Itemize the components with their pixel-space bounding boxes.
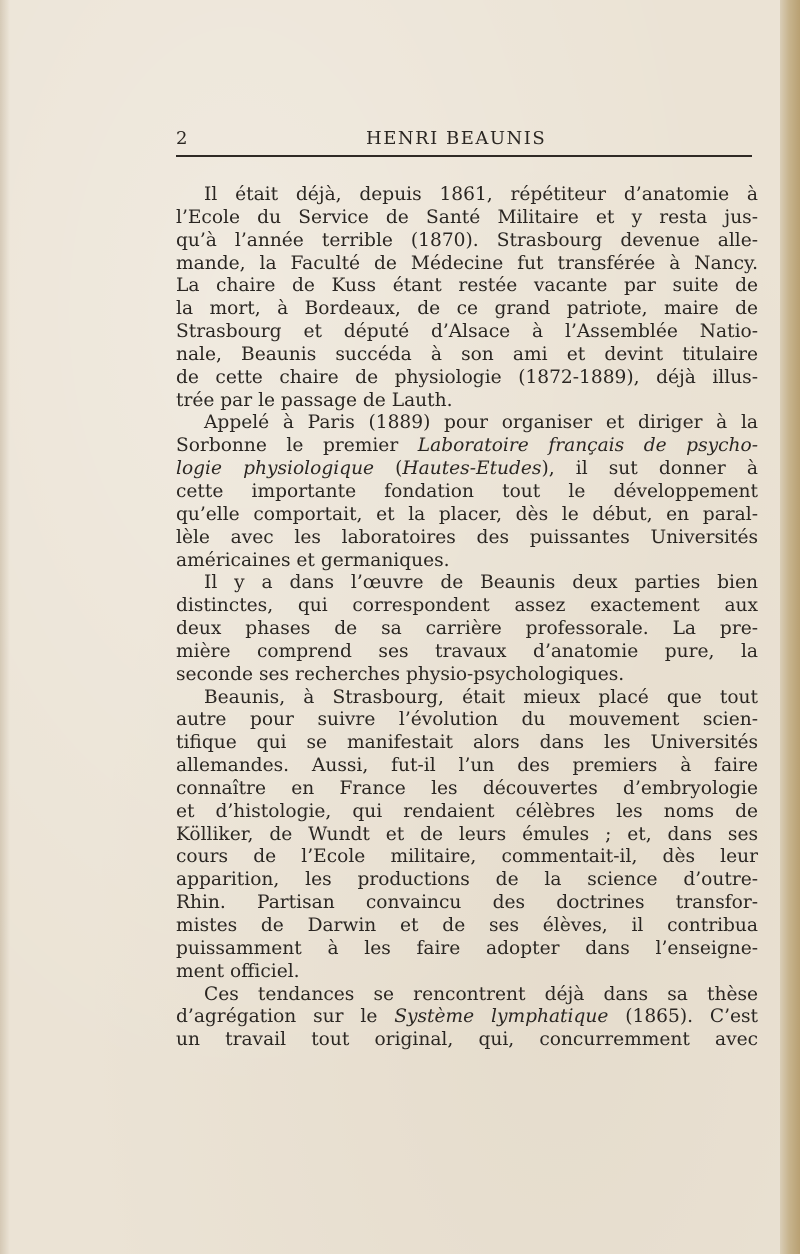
text-line: [176, 412, 758, 435]
text-segment: Kölliker, de Wundt et de leurs émules ; et, dans ses: [176, 823, 758, 845]
text-segment: cette importante fondation tout le développement: [176, 480, 758, 502]
text-segment: apparition, les productions de la science d’outre-: [176, 869, 758, 891]
text-line: [176, 778, 758, 801]
text-line: [176, 664, 758, 687]
text-line: [176, 1006, 758, 1029]
text-segment: allemandes. Aussi, fut-il l’un des premiers à faire: [176, 755, 758, 777]
text-line: [176, 938, 758, 961]
text-segment: seconde ses recherches physio-psychologiques.: [176, 663, 625, 685]
text-segment: et d’histologie, qui rendaient célèbres les noms de: [176, 800, 758, 822]
text-line: [176, 275, 758, 298]
text-segment: autre pour suivre l’évolution du mouvement scien-: [176, 709, 758, 731]
page-number: 2: [176, 128, 189, 149]
text-line: [176, 321, 758, 344]
text-segment: cours de l’Ecole militaire, commentait-il, dès leur: [176, 846, 758, 868]
paragraph: [176, 412, 758, 572]
text-line: [176, 709, 758, 732]
text-segment: Beaunis, à Strasbourg, était mieux placé que tout: [204, 686, 758, 708]
running-header: [176, 128, 756, 154]
text-segment: Rhin. Partisan convaincu des doctrines transfor-: [176, 892, 758, 914]
text-segment: la mort, à Bordeaux, de ce grand patriote, maire de: [176, 298, 758, 320]
text-segment: La chaire de Kuss étant restée vacante par suite de: [176, 275, 758, 297]
text-segment: ment officiel.: [176, 960, 300, 982]
text-line: [176, 253, 758, 276]
text-segment: Strasbourg et député d’Alsace à l’Assemblée Natio-: [176, 321, 758, 343]
text-line: [176, 550, 758, 573]
text-segment: mande, la Faculté de Médecine fut transférée à Nancy.: [176, 252, 758, 274]
text-segment: un travail tout original, qui, concurremment avec: [176, 1029, 758, 1051]
text-line: [176, 390, 758, 413]
text-segment: lèle avec les laboratoires des puissantes Universités: [176, 526, 758, 548]
text-line: [176, 755, 758, 778]
text-line: [176, 984, 758, 1007]
text-line: [176, 892, 758, 915]
text-segment: Il était déjà, depuis 1861, répétiteur d’anatomie à: [204, 184, 758, 205]
text-segment: mistes de Darwin et de ses élèves, il contribua: [176, 915, 758, 936]
text-segment: Appelé à Paris (1889) pour organiser et diriger à la: [204, 412, 758, 434]
text-line: [176, 572, 758, 595]
text-segment: nale, Beaunis succéda à son ami et devint titulaire: [176, 343, 758, 365]
text-line: [176, 458, 758, 481]
text-segment: trée par le passage de Lauth.: [176, 389, 453, 411]
italic-title-segment: logie physiologique: [176, 458, 375, 480]
text-line: [176, 961, 758, 984]
paragraph: [176, 572, 758, 686]
text-segment: Sorbonne le premier: [176, 435, 418, 457]
text-segment: deux phases de sa carrière professorale. La pre-: [176, 618, 758, 640]
italic-title-segment: Hautes-Etudes: [402, 458, 542, 480]
text-segment: (1865). C’est: [608, 1006, 759, 1028]
text-segment: américaines et germaniques.: [176, 549, 450, 571]
text-line: [176, 1029, 758, 1052]
text-line: [176, 687, 758, 710]
text-line: [176, 230, 758, 253]
text-line: [176, 869, 758, 892]
italic-title-segment: Système lymphatique: [394, 1006, 609, 1028]
body-text: [176, 184, 758, 1052]
text-line: [176, 207, 758, 230]
text-line: [176, 367, 758, 390]
italic-title-segment: Laboratoire français de psycho-: [417, 435, 758, 457]
page-left-edge: [0, 0, 10, 1254]
text-line: [176, 527, 758, 550]
text-segment: l’Ecole du Service de Santé Militaire et y resta jus-: [176, 206, 758, 228]
text-segment: Il y a dans l’œuvre de Beaunis deux parties bien: [204, 572, 758, 594]
text-line: [176, 435, 758, 458]
text-segment: Ces tendances se rencontrent déjà dans sa thèse: [204, 983, 758, 1005]
header-rule: [176, 155, 752, 157]
text-line: [176, 344, 758, 367]
text-line: [176, 641, 758, 664]
text-line: [176, 184, 758, 207]
text-line: [176, 298, 758, 321]
text-line: [176, 846, 758, 869]
text-line: [176, 504, 758, 527]
text-segment: tifique qui se manifestait alors dans les Universités: [176, 732, 758, 754]
text-line: [176, 618, 758, 641]
page-right-edge: [780, 0, 800, 1254]
text-segment: (: [374, 458, 403, 480]
text-segment: distinctes, qui correspondent assez exactement aux: [176, 595, 758, 617]
text-segment: connaître en France les découvertes d’embryologie: [176, 777, 758, 799]
text-segment: ), il sut donner à: [541, 458, 758, 480]
text-line: [176, 481, 758, 504]
text-line: [176, 595, 758, 618]
text-line: [176, 732, 758, 755]
paragraph: [176, 984, 758, 1053]
text-segment: mière comprend ses travaux d’anatomie pure, la: [176, 640, 758, 662]
text-line: [176, 915, 758, 938]
text-segment: qu’à l’année terrible (1870). Strasbourg devenue alle-: [176, 229, 758, 251]
text-segment: d’agrégation sur le: [176, 1006, 395, 1028]
running-title: HENRI BEAUNIS: [366, 128, 547, 149]
paragraph: [176, 687, 758, 984]
text-line: [176, 824, 758, 847]
text-segment: de cette chaire de physiologie (1872-1889), déjà illus-: [176, 366, 758, 388]
paragraph: [176, 184, 758, 412]
text-line: [176, 801, 758, 824]
text-segment: puissamment à les faire adopter dans l’enseigne-: [176, 937, 758, 959]
text-segment: qu’elle comportait, et la placer, dès le début, en paral-: [176, 503, 758, 525]
